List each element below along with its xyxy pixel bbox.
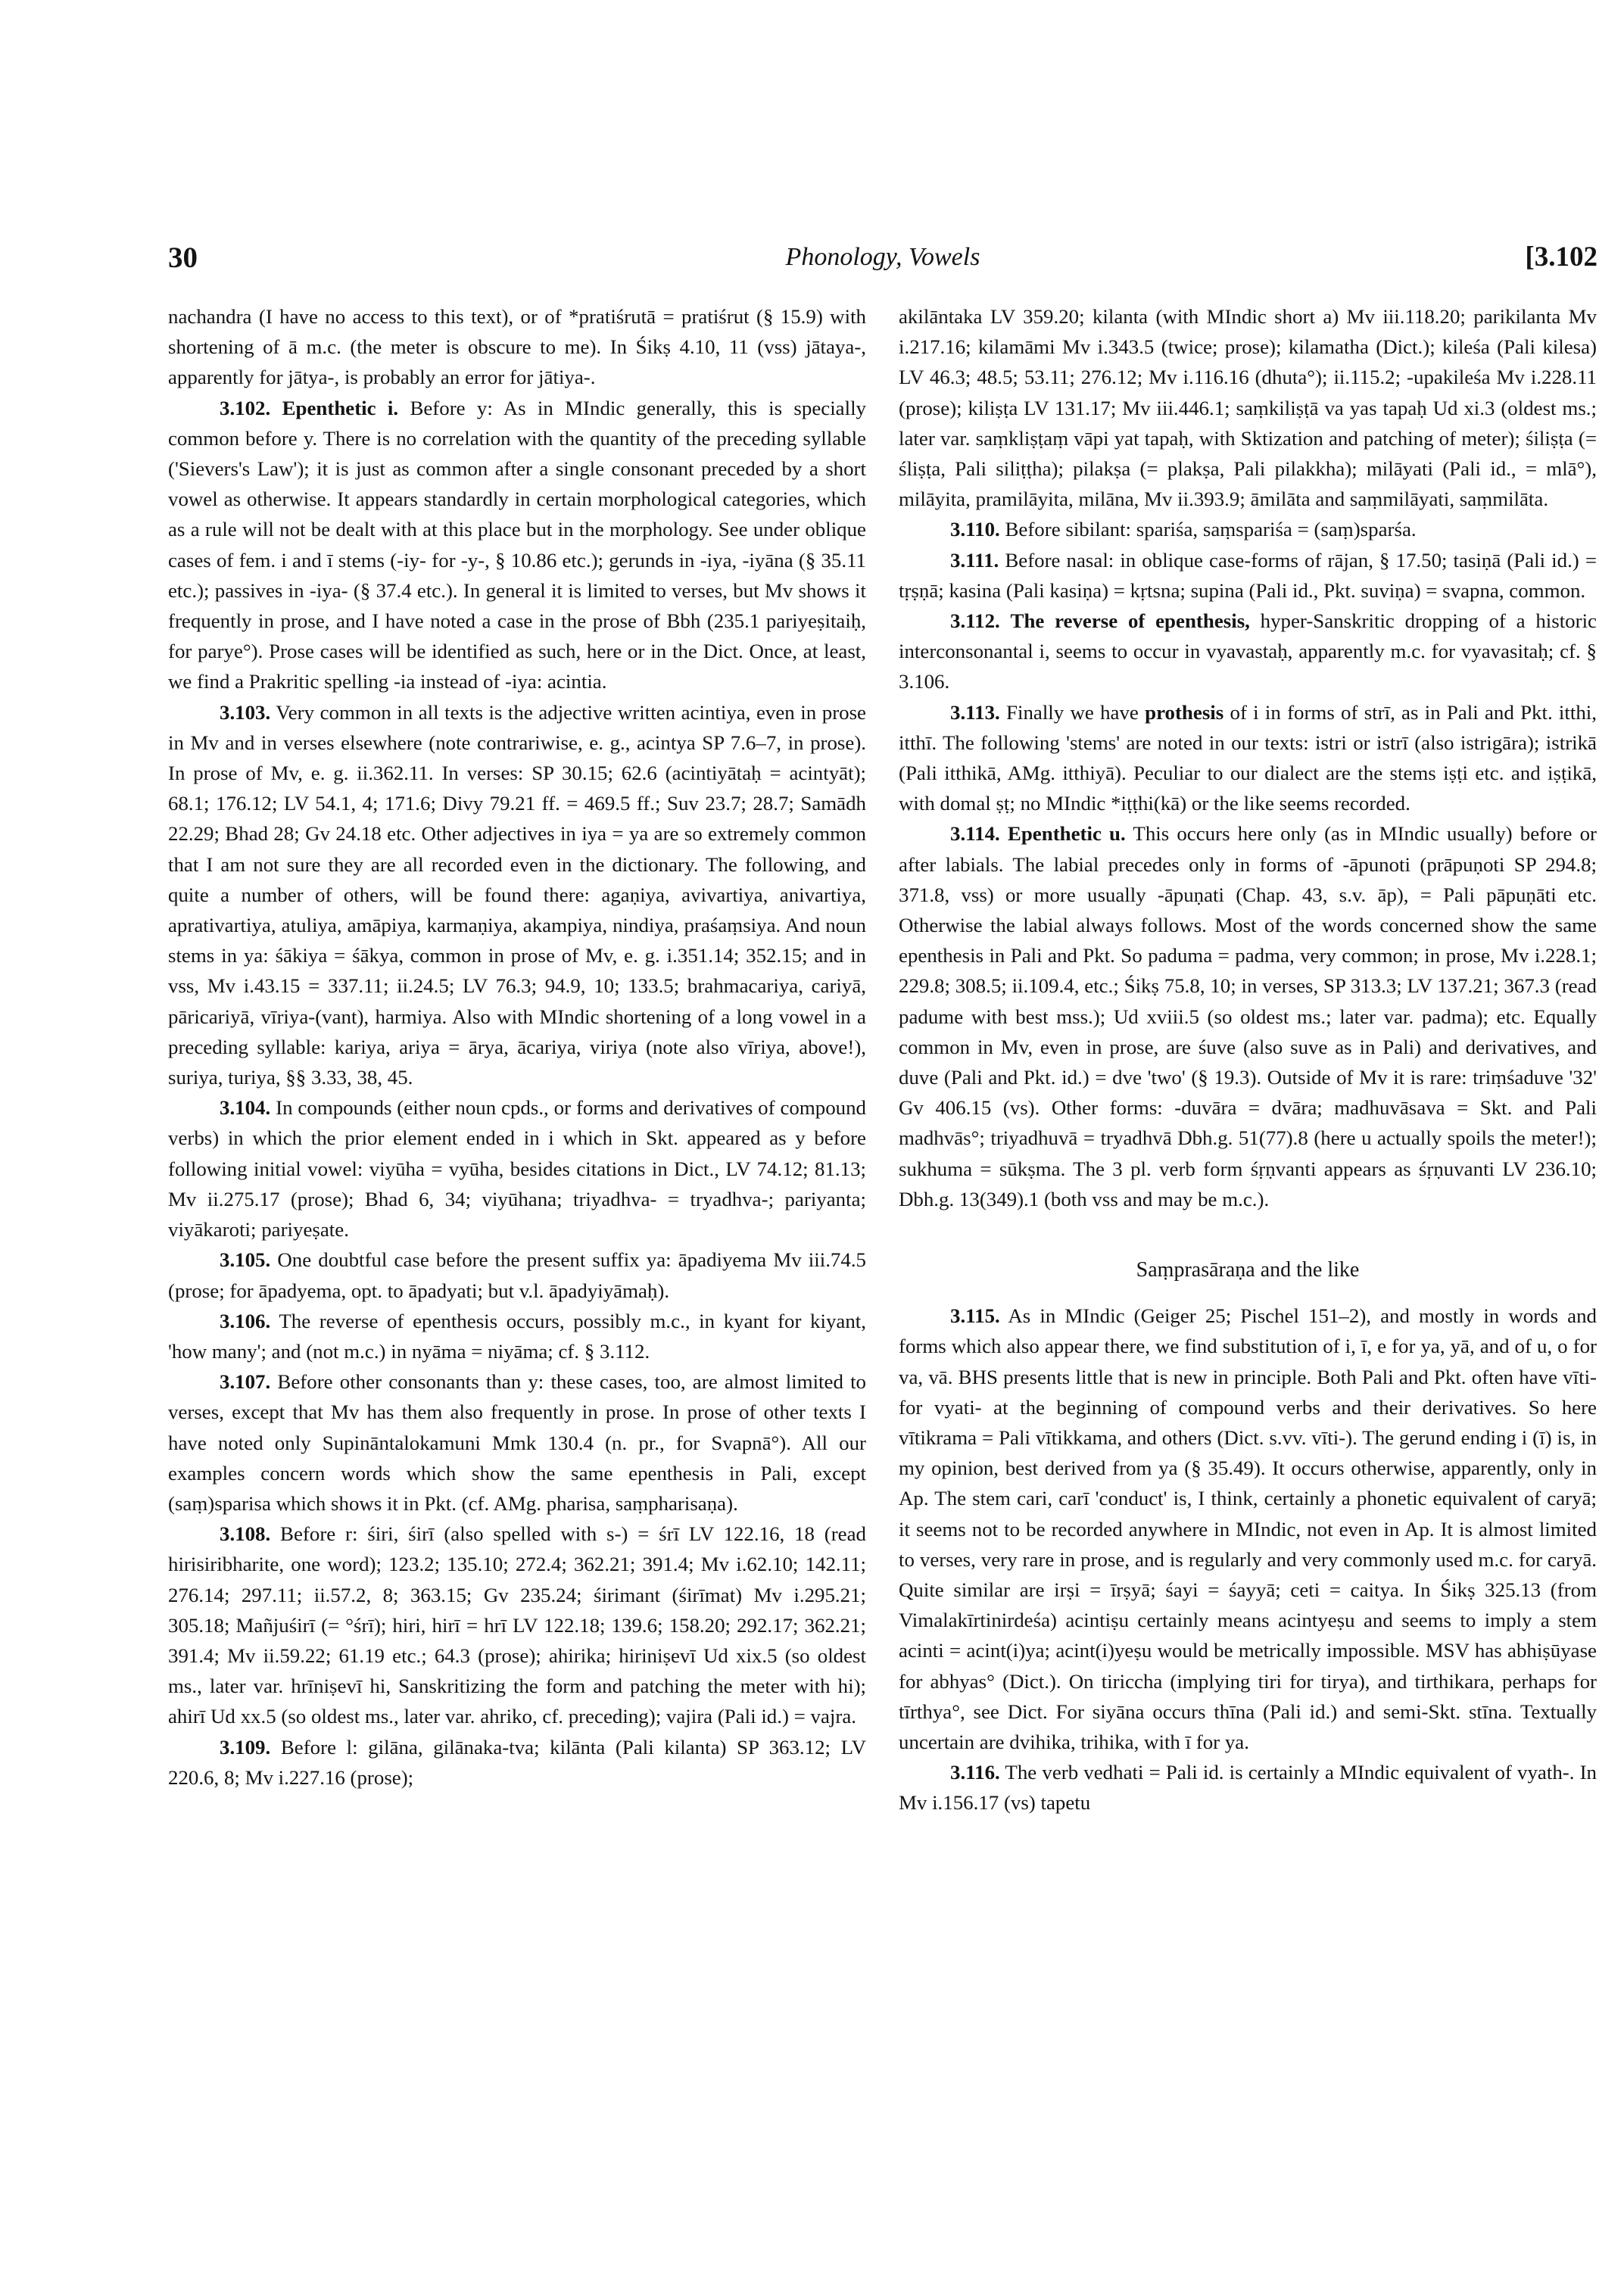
section-number: 3.108. [220,1522,271,1546]
section-number: 3.116. [950,1761,1000,1784]
section-title: The reverse of epenthesis, [1010,609,1250,633]
section-number: 3.102. [220,396,271,419]
section-number: 3.110. [950,518,1000,541]
section-number: 3.113. [950,700,1000,724]
paragraph-3-108 [168,1519,866,1731]
paragraph-3-115 [899,1301,1597,1757]
paragraph-text: Very common in all texts is the adjective written acintiya, even in prose in Mv and in verses elsewhere (note contrariwise, e. g., acintya SP 7.6–7, in prose). In prose of Mv, e. g. ii.362.11. In verses: SP 30.15; 62.6 (acintiyātaḥ = acintyāt); 68.1; 176.12; LV 54.1, 4; 171.6; Divy 79.21 ff. = 469.5 ff.; Suv 23.7; 28.7; Samādh 22.29; Bhad 28; Gv 24.18 etc. Other adjectives in iya = ya are so extremely common that I am not sure they are all recorded even in the dictionary. The following, and quite a number of others, will be found there: agaṇiya, avivartiya, anivartiya, aprativartiya, atuliya, amāpiya, karmaṇiya, akampiya, nindiya, praśaṃsiya. And noun stems in ya: śākiya = śākya, common in prose of Mv, e. g. i.351.14; 352.15; and in vss, Mv i.43.15 = 337.11; ii.24.5; LV 76.3; 94.9, 10; 133.5; brahmacariya, cariyā, pāricariyā, vīriya-(vant), harmiya. Also with MIndic shortening of a long vowel in a preceding syllable: kariya, ariya = ārya, ācariya, viriya (note also vīriya, above!), suriya, turiya, §§ 3.33, 38, 45. [168,700,866,1089]
running-header [168,241,1598,286]
paragraph-text: of i in forms of strī, as in Pali and Pkt. itthi, itthī. The following 'stems' are noted in our texts: istri or istrī (also istrigāra); istrikā (Pali itthikā, AMg. itthiyā). Peculiar to our dialect are the stems iṣṭi etc. and iṣṭikā, with domal ṣṭ; no MIndic *iṭṭhi(kā) or the like seems recorded. [899,700,1597,815]
paragraph-text: The verb vedhati = Pali id. is certainly a MIndic equivalent of vyath-. In Mv i.156.17 (vs) tapetu [899,1761,1597,1815]
paragraph-3-107 [168,1366,866,1519]
paragraph [899,301,1597,514]
section-number: 3.115. [950,1304,1000,1328]
section-number: 3.109. [220,1735,271,1759]
section-number: 3.114. [950,822,1000,846]
paragraph-3-103 [168,697,866,1093]
paragraph-text: hyper-Sanskritic dropping of a historic interconsonantal i, seems to occur in vyavastaḥ, apparently m.c. for vyavasitaḥ; cf. § 3.106. [899,609,1597,693]
section-title: Epenthetic u. [1007,822,1126,846]
paragraph-3-110 [899,514,1597,544]
paragraph-3-102 [168,393,866,697]
paragraph-text: The reverse of epenthesis occurs, possibly m.c., in kyant for kiyant, 'how many'; and (not m.c.) in nyāma = niyāma; cf. § 3.112. [168,1309,866,1363]
running-title: Phonology, Vowels [785,243,980,271]
paragraph-3-113 [899,697,1597,819]
paragraph-text: Before y: As in MIndic generally, this is specially common before y. There is no correlation with the quantity of the preceding syllable ('Sievers's Law'); it is just as common after a single consonant preceded by a short vowel as otherwise. It appears standardly in certain morphological categories, which as a rule will not be dealt with at this place but in the morphology. See under oblique cases of fem. i and ī stems (-iy- for -y-, § 10.86 etc.); gerunds in -iya, -iyāna (§ 35.11 etc.); passives in -iya- (§ 37.4 etc.). In general it is limited to verses, but Mv shows it frequently in prose, and I have noted a case in the prose of Bbh (235.1 pariyeṣitaiḥ, for parye°). Prose cases will be identified as such, here or in the Dict. Once, at least, we find a Prakritic spelling -ia instead of -iya: acintia. [168,396,866,693]
paragraph-text: Before sibilant: spariśa, saṃspariśa = (saṃ)sparśa. [1005,518,1417,541]
paragraph-3-112 [899,606,1597,697]
section-number: 3.103. [220,700,271,724]
paragraph-text: Before r: śiri, śirī (also spelled with s-) = śrī LV 122.16, 18 (read hirisiribharite, one word); 123.2; 135.10; 272.4; 362.21; 391.4; Mv i.62.10; 142.11; 276.14; 297.11; ii.57.2, 8; 363.15; Gv 235.24; śirimant (śirīmat) Mv i.295.21; 305.18; Mañjuśirī (= °śrī); hiri, hirī = hrī LV 122.18; 139.6; 158.20; 292.17; 362.21; 391.4; Mv ii.59.22; 61.19 etc.; 64.3 (prose); ahirika; hiriniṣevī Ud xix.5 (so oldest ms., later var. hrīniṣevī hi, Sanskritizing the form and patching the meter with hi); ahirī Ud xx.5 (so oldest ms., later var. ahriko, cf. preceding); vajira (Pali id.) = vajra. [168,1522,866,1728]
paragraph [168,301,866,393]
paragraph-3-109 [168,1732,866,1793]
paragraph-3-105 [168,1245,866,1305]
paragraph-3-114 [899,818,1597,1214]
paragraph-3-104 [168,1092,866,1245]
section-number: 3.104. [220,1096,271,1120]
section-number: 3.106. [220,1309,271,1332]
paragraph-3-111 [899,545,1597,606]
section-reference: [3.102 [1525,241,1598,273]
section-number: 3.107. [220,1370,271,1394]
paragraph-text: This occurs here only (as in MIndic usually) before or after labials. The labial precedes only in forms of -āpunoti (prāpuṇoti SP 294.8; 371.8, vss) or more usually -āpuṇati (Chap. 43, s.v. āp), = Pali pāpuṇāti etc. Otherwise the labial always follows. Most of the words concerned show the same epenthesis in Pali and Pkt. So paduma = padma, very common; in prose, Mv i.228.1; 229.8; 308.5; ii.109.4, etc.; Śikṣ 75.8, 10; in verses, SP 313.3; LV 137.21; 367.3 (read padume with best mss.); Ud xviii.5 (so oldest ms.; later var. padma); etc. Equally common in Mv, even in prose, are śuve (also suve as in Pali) and derivatives, and duve (Pali and Pkt. id.) = dve 'two' (§ 19.3). Outside of Mv it is rare: triṃśaduve '32' Gv 406.15 (vs). Other forms: -duvāra = dvāra; madhuvāsava = Skt. and Pali madhvās°; triyadhuvā = tryadhvā Dbh.g. 51(77).8 (here u actually spoils the meter!); sukhuma = sūkṣma. The 3 pl. verb form śṛṇvanti appears as śṛṇuvanti LV 236.10; Dbh.g. 13(349).1 (both vss and may be m.c.). [899,822,1597,1210]
paragraph-text: Before nasal: in oblique case-forms of rājan, § 17.50; tasiṇā (Pali id.) = tṛṣṇā; kasina (Pali kasiṇa) = kṛtsna; supina (Pali id., Pkt. suviṇa) = svapna, common. [899,548,1597,602]
paragraph-text: As in MIndic (Geiger 25; Pischel 151–2), and mostly in words and forms which also appear there, we find substitution of i, ī, e for ya, yā, and of u, o for va, vā. BHS presents little that is new in principle. Both Pali and Pkt. often have vīti- for vyati- at the beginning of compound verbs and their derivatives. So here vītikrama = Pali vītikkama, and others (Dict. s.vv. vīti-). The gerund ending i (ī) is, in my opinion, best derived from ya (§ 35.49). It occurs otherwise, apparently, only in Ap. The stem cari, carī 'conduct' is, I think, certainly a phonetic equivalent of caryā; it seems not to be recorded anywhere in MIndic, not even in Ap. It is almost limited to verses, very rare in prose, and is regularly and very commonly used m.c. for caryā. Quite similar are irṣi = īrṣyā; śayi = śayyā; ceti = caitya. In Śikṣ 325.13 (from Vimalakīrtinirdeśa) acintiṣu certainly means acintyeṣu and seems to imply a stem acinti = acint(i)ya; acint(i)yeṣu would be metrically impossible. MSV has abhiṣūyase for abhyas° (Dict.). On tiriccha (implying tiri for tirya), and tirthikara, perhaps for tīrthya°, see Dict. For siyāna occurs thīna (Pali id.) and semi-Skt. stīna. Textually uncertain are dvihika, trihika, with ī for ya. [899,1304,1597,1753]
paragraph-text: akilāntaka LV 359.20; kilanta (with MIndic short a) Mv iii.118.20; parikilanta Mv i.217.16; kilamāmi Mv i.343.5 (twice; prose); kilamatha (Dict.); kileśa (Pali kilesa) LV 46.3; 48.5; 53.11; 276.12; Mv i.116.16 (dhuta°); ii.115.2; -upakileśa Mv i.228.11 (prose); kiliṣṭa LV 131.17; Mv iii.446.1; saṃkiliṣṭā va yas tapaḥ Ud xi.3 (oldest ms.; later var. saṃkliṣṭaṃ vāpi yat tapaḥ, with Sktization and patching of meter); śiliṣṭa (= śliṣṭa, Pali siliṭṭha); pilakṣa (= plakṣa, Pali pilakkha); milāyati (Pali id., = mlā°), milāyita, pramilāyita, milāna, Mv ii.393.9; āmilāta and saṃmilāyati, saṃmilāta. [899,305,1597,511]
section-title: prothesis [1145,700,1224,724]
paragraph-text: One doubtful case before the present suffix ya: āpadiyema Mv iii.74.5 (prose; for āpadyema, opt. to āpadyati; but v.l. āpadyiyāmaḥ). [168,1248,866,1302]
left-column [168,301,866,2239]
section-number: 3.112. [950,609,1000,633]
section-heading: Saṃprasāraṇa and the like [1136,1258,1360,1282]
section-number: 3.111. [950,548,999,572]
paragraph-lead: Finally we have [1006,700,1139,724]
paragraph-text: In compounds (either noun cpds., or forms and derivatives of compound verbs) in which the prior element ended in i which in Skt. appeared as y before following initial vowel: viyūha = vyūha, besides citations in Dict., LV 74.12; 81.13; Mv ii.275.17 (prose); Bhad 6, 34; viyūhana; triyadhva- = tryadhva-; pariyanta; viyākaroti; pariyeṣate. [168,1096,866,1242]
paragraph-text: nachandra (I have no access to this text), or of *pratiśrutā = pratiśrut (§ 15.9) with shortening of ā m.c. (the meter is obscure to me). In Śikṣ 4.10, 11 (vss) jātaya-, apparently for jātya-, is probably an error for jātiya-. [168,305,866,389]
paragraph-text: Before other consonants than y: these cases, too, are almost limited to verses, except that Mv has them also frequently in prose. In prose of other texts I have noted only Supināntalokamuni Mmk 130.4 (n. pr., for Svapnā°). All our examples concern words which show the same epenthesis in Pali, except (saṃ)sparisa which shows it in Pkt. (cf. AMg. pharisa, saṃpharisaṇa). [168,1370,866,1515]
right-column [899,301,1597,2239]
paragraph-3-116 [899,1757,1597,1818]
page-number: 30 [168,241,198,274]
paragraph-text: Before l: gilāna, gilānaka-tva; kilānta (Pali kilanta) SP 363.12; LV 220.6, 8; Mv i.227.16 (prose); [168,1735,866,1789]
section-title: Epenthetic i. [282,396,399,419]
paragraph-3-106 [168,1306,866,1366]
section-number: 3.105. [220,1248,271,1272]
